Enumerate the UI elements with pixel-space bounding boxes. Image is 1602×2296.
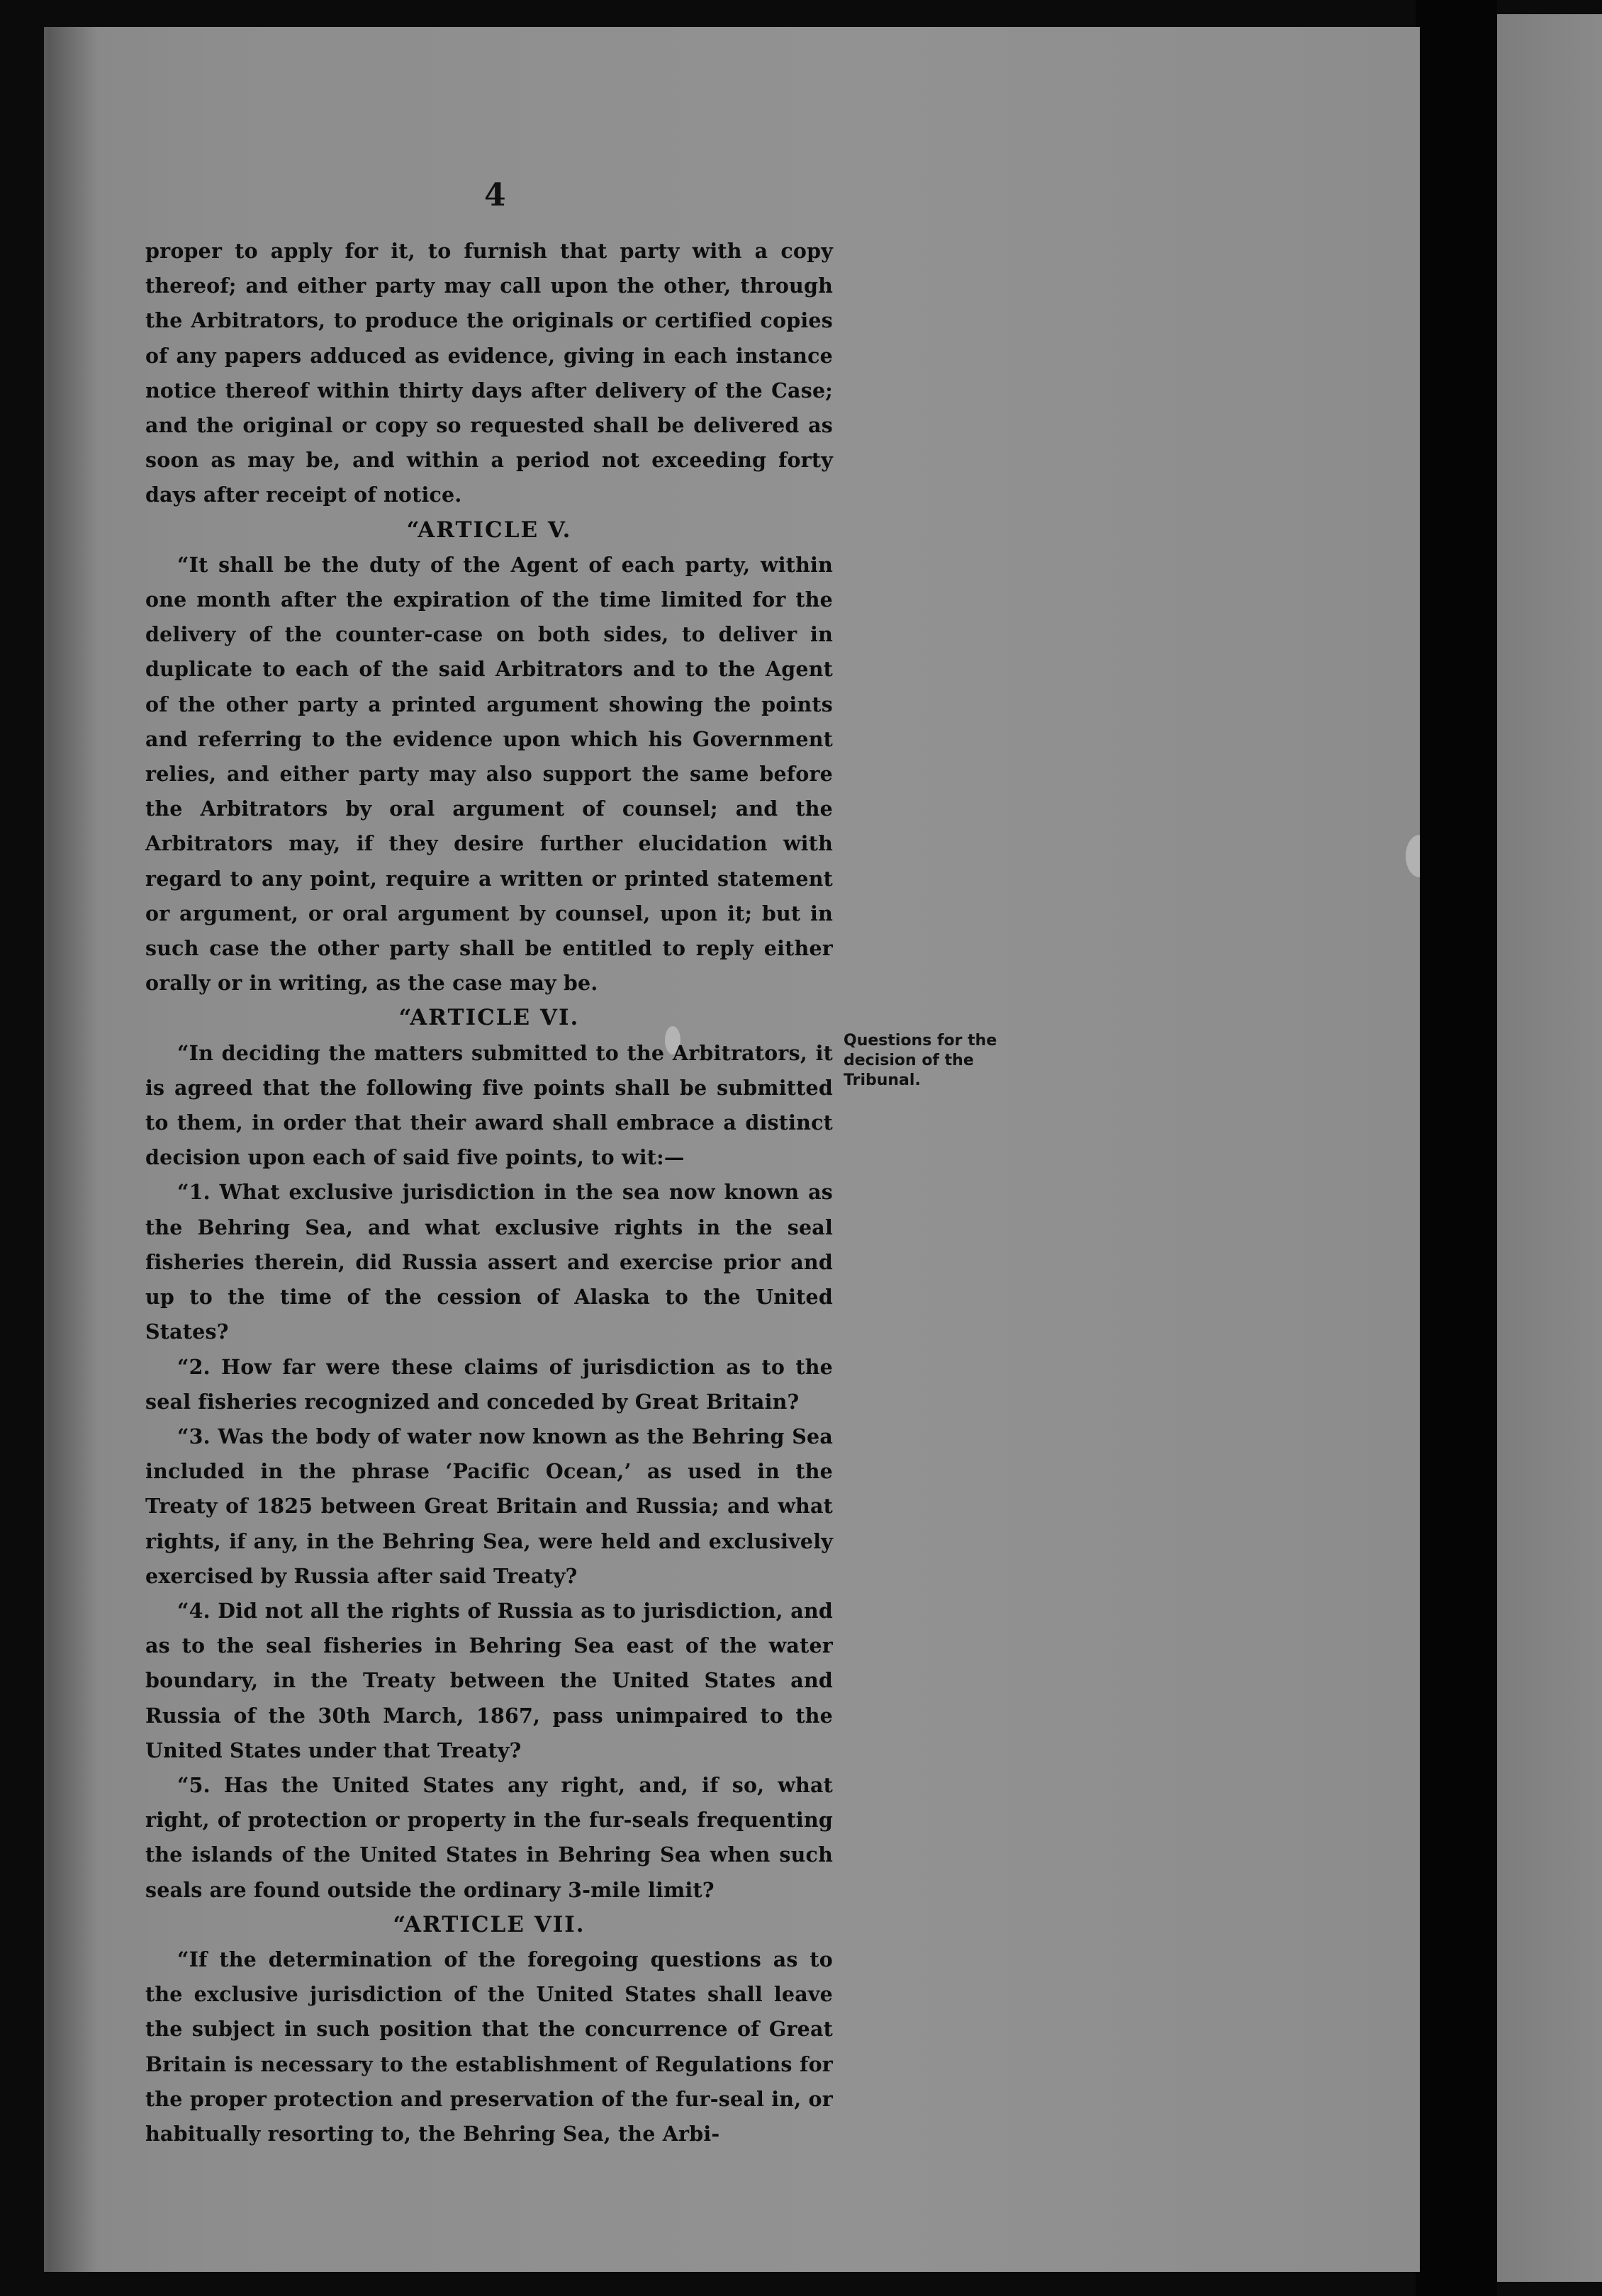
question-5: “5. Has the United States any right, and, if so, what right, of protection or property in the fur-seals frequenting the islands of the United States in Behring Sea when such seals are found outside the ordinary 3-mile limit? xyxy=(145,1772,833,1902)
paragraph: “If the determination of the foregoing questions as to the exclusive jurisdiction of the United States shall leave the subject in such position that the concurrence of Great Britain is necessary to the establishment of Regulations for the proper protection and preservation of the fur-seal in, or habitually resorting to, the Behring Sea, the Arbi- xyxy=(145,1947,833,2146)
article-heading: “ARTICLE VI. xyxy=(398,1005,580,1031)
paragraph: “It shall be the duty of the Agent of each party, within one month after the expiration of the time limited for the delivery of the counter-case on both sides, to deliver in duplicate to each of the said Arbitrators and to the Agent of the other party a printed argument showing the points and referring to the evidence upon which his Government relies, and either party may also support the same before the Arbitrators by oral argument of counsel; and the Arbitrators may, if they desire further elucidation with regard to any point, require a written or printed statement or argument, or oral argument by counsel, upon it; but in such case the other party shall be entitled to reply either orally or in writing, as the case may be. xyxy=(145,552,833,996)
page-number: 4 xyxy=(484,177,506,213)
question-3: “3. Was the body of water now known as the Behring Sea included in the phrase ‘Pacific Ocean,’ as used in the Treaty of 1825 between Great Britain and Russia; and what rights, if any, in the Behring Sea, were held and exclusively exercised by Russia after said Treaty? xyxy=(145,1424,833,1588)
article-heading: “ARTICLE V. xyxy=(406,517,572,543)
facing-page-edge xyxy=(1497,14,1602,2282)
paragraph: “In deciding the matters submitted to the Arbitrators, it is agreed that the following five points shall be submitted to them, in order that their award shall embrace a distinct decision upon each of said five points, to wit:— xyxy=(145,1040,833,1170)
paragraph: proper to apply for it, to furnish that party with a copy thereof; and either party may call upon the other, through the Arbitrators, to produce the originals or certified copies of any papers adduced as evidence, giving in each instance notice thereof within thirty days after delivery of the Case; and the original or copy so requested shall be delivered as soon as may be, and within a period not exceeding forty days after receipt of notice. xyxy=(145,239,833,507)
margin-note: Questions for the decision of the Tribunal. xyxy=(844,1032,997,1089)
article-heading: “ARTICLE VII. xyxy=(393,1911,586,1937)
question-2: “2. How far were these claims of jurisdiction as to the seal fisheries recognized and conceded by Great Britain? xyxy=(145,1354,833,1414)
question-4: “4. Did not all the rights of Russia as to jurisdiction, and as to the seal fisheries in Behring Sea east of the water boundary, in the Treaty between the United States and Russia of the 30th March, 1867, pass unimpaired to the United States under that Treaty? xyxy=(145,1598,833,1762)
scan-speck xyxy=(1406,835,1420,877)
question-1: “1. What exclusive jurisdiction in the sea now known as the Behring Sea, and what exclusive rights in the seal fisheries therein, did Russia assert and exercise prior and up to the time of the cession of Alaska to the United States? xyxy=(145,1180,833,1344)
document-body xyxy=(145,234,833,2151)
binding-gutter xyxy=(1416,0,1497,2296)
